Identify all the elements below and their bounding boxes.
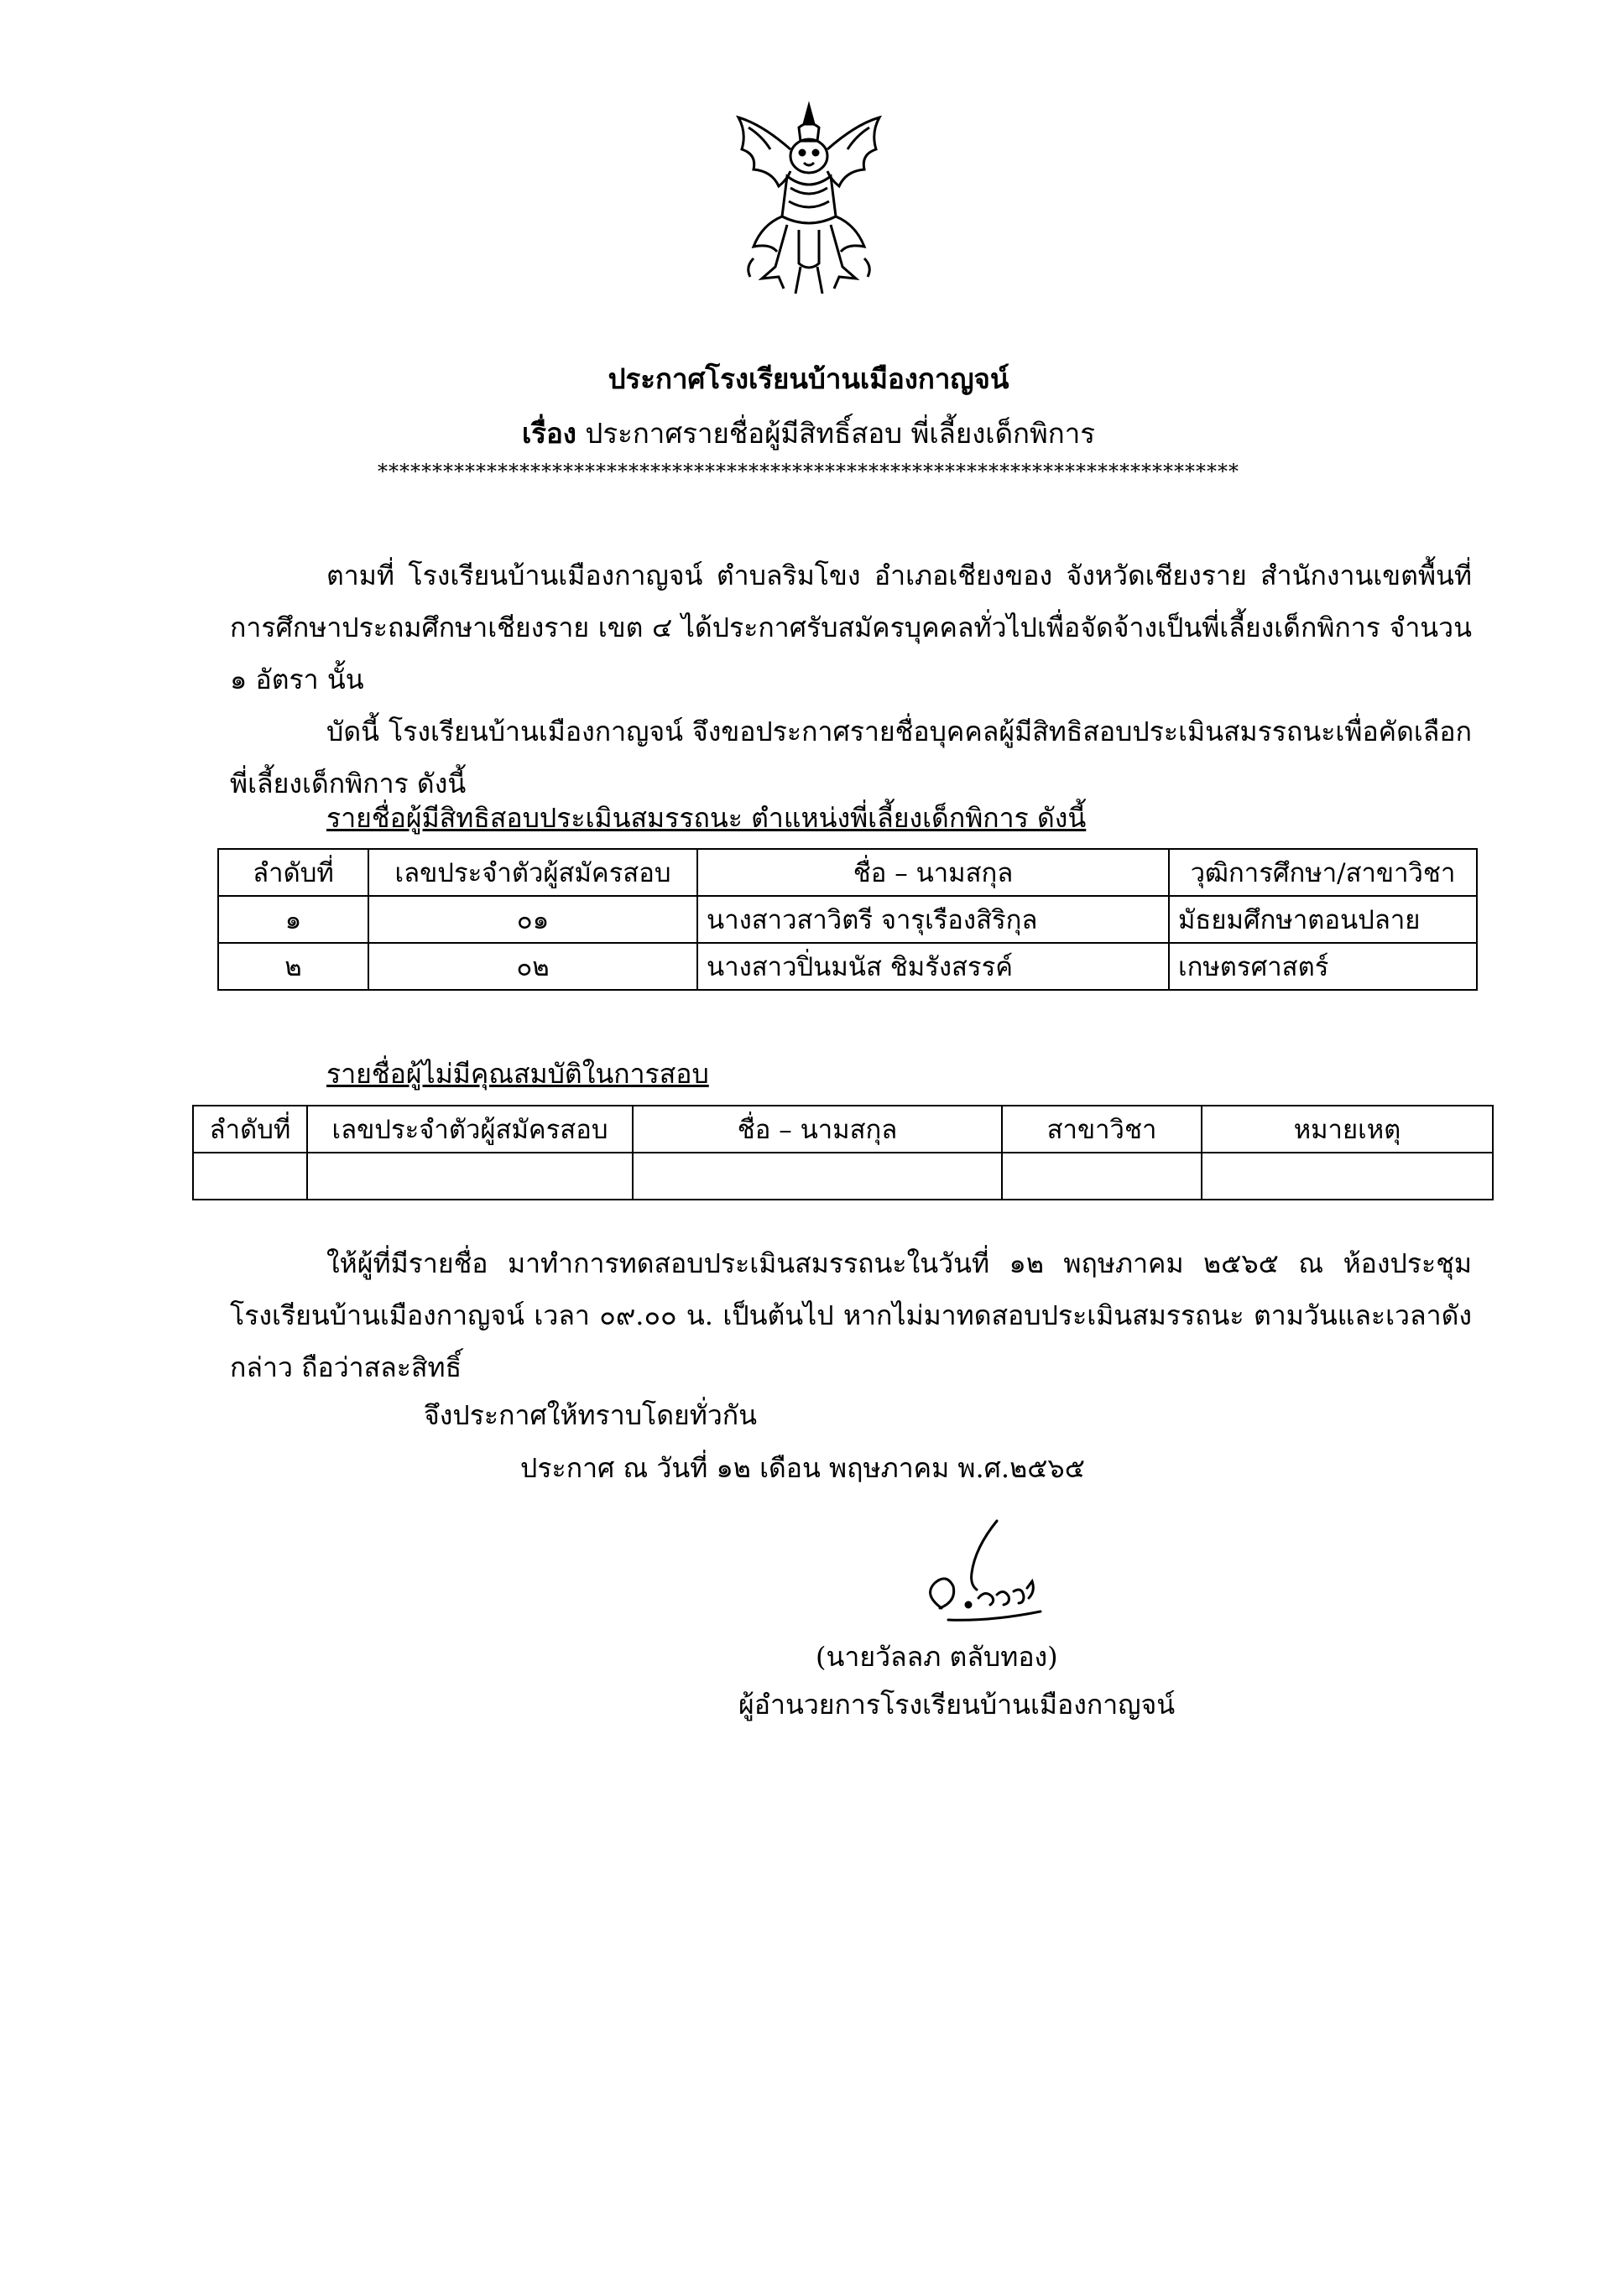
header-fullname: ชื่อ – นามสกุล	[697, 849, 1169, 896]
ineligible-table	[192, 1105, 1494, 1200]
cell-order: ๒	[218, 943, 368, 990]
header-remark: หมายเหตุ	[1202, 1106, 1493, 1153]
handwritten-signature	[898, 1514, 1066, 1632]
table-header-row	[218, 849, 1477, 896]
header-qualification: วุฒิการศึกษา/สาขาวิชา	[1169, 849, 1477, 896]
eligible-table	[217, 848, 1478, 991]
closing-block	[230, 1237, 1472, 1393]
table-row	[218, 943, 1477, 990]
instruction-paragraph: ให้ผู้ที่มีรายชื่อ มาทำการทดสอบประเมินสมรรถนะในวันที่ ๑๒ พฤษภาคม ๒๕๖๕ ณ ห้องประชุมโรงเรียนบ้านเมืองกาญจน์ เวลา ๐๙.๐๐ น. เป็นต้นไป หากไม่มาทดสอบประเมินสมรรถนะ ตามวันและเวลาดังกล่าว ถือว่าสละสิทธิ์	[230, 1247, 1472, 1383]
cell-order: ๑	[218, 896, 368, 943]
subject-text: ประกาศรายชื่อผู้มีสิทธิ์สอบ พี่เลี้ยงเด็กพิการ	[585, 417, 1095, 450]
announcement-title: ประกาศโรงเรียนบ้านเมืองกาญจน์	[608, 362, 1009, 395]
notice-line: จึงประกาศให้ทราบโดยทั่วกัน	[424, 1399, 758, 1431]
ineligible-table-title: รายชื่อผู้ไม่มีคุณสมบัติในการสอบ	[326, 1058, 709, 1090]
header-applicant-id: เลขประจำตัวผู้สมัครสอบ	[307, 1106, 633, 1153]
cell-major	[1002, 1153, 1202, 1200]
intro-block	[230, 549, 1472, 810]
cell-order	[193, 1153, 307, 1200]
date-line: ประกาศ ณ วันที่ ๑๒ เดือน พฤษภาคม พ.ศ.๒๕๖๕	[520, 1452, 1085, 1484]
header-order: ลำดับที่	[193, 1106, 307, 1153]
subject-label: เรื่อง	[521, 417, 576, 450]
signer-position: ผู้อำนวยการโรงเรียนบ้านเมืองกาญจน์	[738, 1689, 1176, 1721]
cell-applicant-id	[307, 1153, 633, 1200]
cell-remark	[1202, 1153, 1493, 1200]
announcement-subject	[0, 411, 1617, 456]
header-fullname: ชื่อ – นามสกุล	[633, 1106, 1002, 1153]
garuda-emblem-icon	[728, 99, 889, 300]
cell-applicant-id: ๐๑	[368, 896, 697, 943]
intro-paragraph: ตามที่ โรงเรียนบ้านเมืองกาญจน์ ตำบลริมโขง อำเภอเชียงของ จังหวัดเชียงราย สำนักงานเขตพื้นที่การศึกษาประถมศึกษาเชียงราย เขต ๔ ได้ประกาศรับสมัครบุคคลทั่วไปเพื่อจัดจ้างเป็นพี่เลี้ยงเด็กพิการ จำนวน ๑ อัตรา นั้น	[230, 560, 1472, 695]
table-header-row	[193, 1106, 1493, 1153]
header-applicant-id: เลขประจำตัวผู้สมัครสอบ	[368, 849, 697, 896]
cell-qualification: เกษตรศาสตร์	[1169, 943, 1477, 990]
eligible-table-title: รายชื่อผู้มีสิทธิสอบประเมินสมรรถนะ ตำแหน่งพี่เลี้ยงเด็กพิการ ดังนี้	[326, 802, 1087, 834]
cell-fullname: นางสาวปิ่นมนัส ชิมรังสรรค์	[697, 943, 1169, 990]
header-order: ลำดับที่	[218, 849, 368, 896]
header-major: สาขาวิชา	[1002, 1106, 1202, 1153]
separator-line: *******************************************************************************	[378, 460, 1239, 483]
announce-paragraph: บัดนี้ โรงเรียนบ้านเมืองกาญจน์ จึงขอประกาศรายชื่อบุคคลผู้มีสิทธิสอบประเมินสมรรถนะเพื่อคัดเลือกพี่เลี้ยงเด็กพิการ ดังนี้	[230, 716, 1472, 799]
table-row	[218, 896, 1477, 943]
cell-fullname: นางสาวสาวิตรี จารุเรืองสิริกุล	[697, 896, 1169, 943]
cell-applicant-id: ๐๒	[368, 943, 697, 990]
table-row	[193, 1153, 1493, 1200]
cell-fullname	[633, 1153, 1002, 1200]
signer-name: (นายวัลลภ ตลับทอง)	[816, 1641, 1058, 1673]
cell-qualification: มัธยมศึกษาตอนปลาย	[1169, 896, 1477, 943]
